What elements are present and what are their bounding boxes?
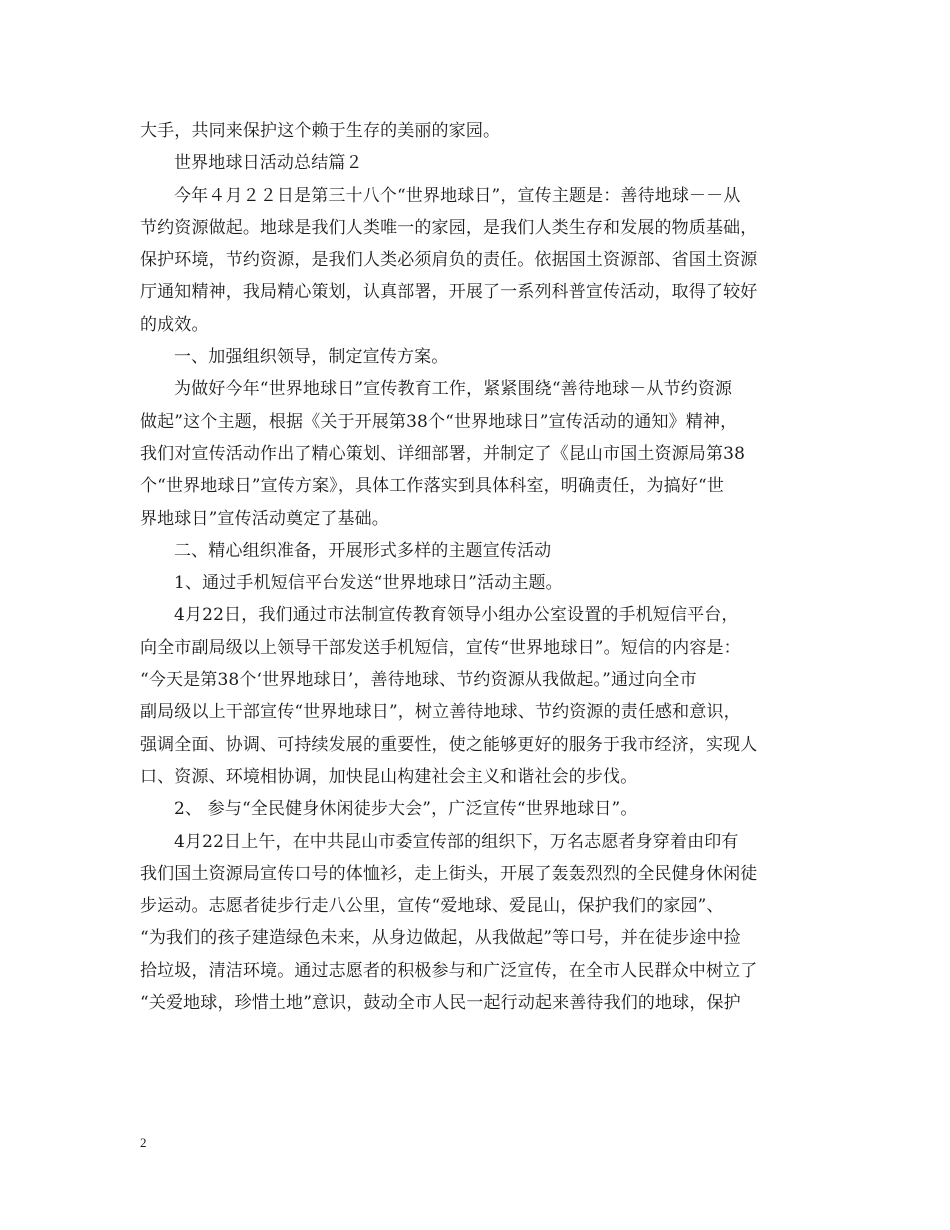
document-body	[140, 115, 820, 1019]
text-line: 今年４月２２日是第三十八个“世界地球日”，宣传主题是：善待地球－－从	[174, 185, 741, 206]
text-line: 个“世界地球日”宣传方案》，具体工作落实到具体科室，明确责任，为搞好“世	[140, 476, 724, 497]
text-line: 界地球日”宣传活动奠定了基础。	[140, 508, 389, 529]
text-line: 口、资源、环境相协调，加快昆山构建社会主义和谐社会的步伐。	[140, 766, 638, 787]
text-line: 为做好今年“世界地球日”宣传教育工作，紧紧围绕“善待地球－从节约资源	[174, 379, 733, 400]
text-line: “今天是第38个‘世界地球日’，善待地球、节约资源从我做起。”通过向全市	[140, 670, 697, 691]
text-line: 保护环境，节约资源，是我们人类必须肩负的责任。依据国土资源部、省国土资源	[140, 250, 758, 271]
text-line: 副局级以上干部宣传“世界地球日”，树立善待地球、节约资源的责任感和意识，	[140, 702, 741, 723]
text-line: 步运动。志愿者徒步行走八公里，宣传“爱地球、爱昆山，保护我们的家园”、	[140, 896, 724, 917]
text-line: 4月22日，我们通过市法制宣传教育领导小组办公室设置的手机短信平台，	[174, 605, 739, 626]
text-line: 大手，共同来保护这个赖于生存的美丽的家园。	[140, 121, 501, 141]
text-line: 节约资源做起。地球是我们人类唯一的家园，是我们人类生存和发展的物质基础，	[140, 217, 758, 238]
section-heading: 世界地球日活动总结篇２	[174, 153, 363, 174]
text-line: 向全市副局级以上领导干部发送手机短信，宣传“世界地球日”。短信的内容是：	[140, 637, 741, 658]
text-line: “为我们的孩子建造绿色未来，从身边做起，从我做起”等口号，并在徒步途中捡	[140, 928, 741, 949]
text-line: 4月22日上午，在中共昆山市委宣传部的组织下，万名志愿者身穿着由印有	[174, 831, 739, 852]
text-line: 厅通知精神，我局精心策划，认真部署，开展了一系列科普宣传活动，取得了较好	[140, 282, 758, 303]
list-item: 1、通过手机短信平台发送“世界地球日”活动主题。	[174, 573, 563, 594]
page-number: 2	[140, 1135, 147, 1150]
text-line: 的成效。	[140, 314, 209, 335]
text-line: 强调全面、协调、可持续发展的重要性，使之能够更好的服务于我市经济，实现人	[140, 734, 758, 755]
text-line: 拾垃圾，清洁环境。通过志愿者的积极参与和广泛宣传，在全市人民群众中树立了	[140, 960, 758, 981]
text-line: 做起”这个主题，根据《关于开展第38个“世界地球日”宣传活动的通知》精神，	[140, 411, 738, 432]
text-line: 我们对宣传活动作出了精心策划、详细部署，并制定了《昆山市国土资源局第38	[140, 443, 746, 464]
list-item: 2、 参与“全民健身休闲徒步大会”，广泛宣传“世界地球日”。	[174, 799, 638, 820]
text-line: 我们国土资源局宣传口号的体恤衫，走上街头，开展了轰轰烈烈的全民健身休闲徒	[140, 863, 758, 884]
text-line: “关爱地球，珍惜土地”意识，鼓动全市人民一起行动起来善待我们的地球，保护	[140, 993, 741, 1014]
subsection-heading: 二、精心组织准备，开展形式多样的主题宣传活动	[174, 540, 552, 561]
subsection-heading: 一、加强组织领导，制定宣传方案。	[174, 347, 449, 368]
